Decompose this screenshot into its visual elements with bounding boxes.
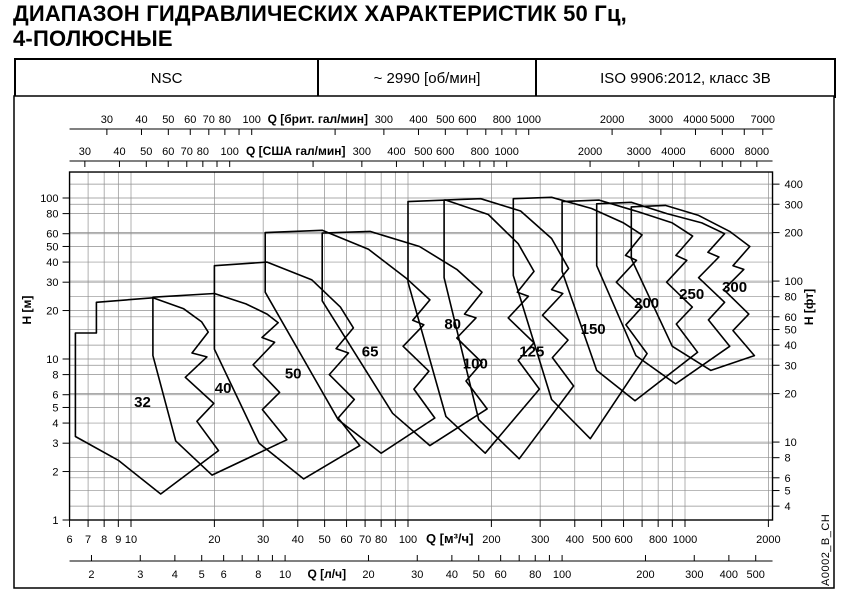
us-gpm-axis-tick-label: 100 — [220, 146, 239, 158]
imp-gpm-axis-tick-label: 70 — [202, 114, 215, 126]
h-m-axis-tick-label: 30 — [46, 277, 59, 290]
imp-gpm-axis-tick-label: 1000 — [516, 114, 541, 126]
us-gpm-axis-tick-label: 4000 — [661, 146, 686, 158]
h-ft-axis-title: H [фт] — [802, 288, 816, 326]
m3h-axis-tick-label: 800 — [648, 534, 668, 546]
imp-gpm-axis-tick-label: 600 — [458, 114, 477, 126]
h-m-axis-tick-label: 6 — [52, 389, 59, 402]
lph-axis-tick-label: 5 — [198, 569, 205, 581]
us-gpm-axis-tick-label: 800 — [470, 146, 490, 158]
us-gpm-axis-tick-label: 500 — [414, 146, 433, 158]
lph-axis-title: Q [л/ч] — [307, 567, 347, 581]
h-ft-axis-tick-label: 30 — [784, 360, 797, 373]
envelope-label-250: 250 — [679, 286, 705, 304]
us-gpm-axis-tick-label: 40 — [113, 146, 126, 158]
m3h-axis-tick-label: 400 — [565, 534, 584, 546]
h-m-axis-tick-label: 40 — [46, 257, 59, 270]
lph-axis-tick-label: 100 — [552, 569, 572, 581]
h-m-axis-tick-label: 8 — [52, 369, 59, 382]
h-ft-axis-tick-label: 300 — [784, 199, 803, 212]
m3h-axis-tick-label: 8 — [101, 534, 108, 546]
envelope-label-100: 100 — [462, 355, 488, 373]
m3h-axis-title: Q [м³/ч] — [425, 531, 474, 546]
lph-axis-tick-label: 20 — [362, 569, 375, 581]
us-gpm-axis-tick-label: 2000 — [577, 146, 603, 158]
us-gpm-axis-tick-label: 50 — [140, 146, 153, 158]
envelope-label-32: 32 — [134, 394, 151, 412]
us-gpm-axis-tick-label: 1000 — [494, 146, 519, 158]
h-m-axis-tick-label: 50 — [46, 241, 59, 254]
h-m-axis-tick-label: 2 — [52, 466, 59, 479]
envelope-label-50: 50 — [284, 365, 302, 383]
h-m-axis-tick-label: 20 — [46, 305, 59, 318]
h-ft-axis-tick-label: 50 — [784, 324, 797, 337]
imp-gpm-axis-tick-label: 80 — [218, 114, 231, 126]
lph-axis-tick-label: 8 — [255, 569, 262, 581]
imp-gpm-axis-tick-label: 2000 — [599, 114, 625, 126]
m3h-axis-tick-label: 30 — [257, 534, 270, 546]
envelope-label-80: 80 — [444, 315, 462, 333]
lph-axis-tick-label: 40 — [445, 569, 458, 581]
m3h-axis-tick-label: 1000 — [672, 534, 698, 546]
us-gpm-axis-tick-label: 300 — [352, 146, 372, 158]
envelope-label-200: 200 — [634, 294, 660, 312]
h-ft-axis-tick-label: 200 — [784, 227, 803, 240]
h-m-axis-tick-label: 10 — [46, 354, 59, 366]
us-gpm-axis-tick-label: 6000 — [709, 146, 735, 158]
h-m-axis-tick-label: 100 — [40, 193, 59, 205]
lph-axis-tick-label: 200 — [636, 569, 655, 581]
m3h-axis-tick-label: 300 — [530, 534, 550, 546]
m3h-axis-tick-label: 500 — [592, 534, 611, 546]
m3h-axis-tick-label: 10 — [124, 534, 138, 546]
lph-axis-tick-label: 10 — [278, 569, 292, 581]
envelope-label-40: 40 — [214, 380, 232, 398]
imp-gpm-axis-tick-label: 400 — [409, 114, 428, 126]
lph-axis-tick-label: 50 — [472, 569, 485, 581]
imp-gpm-axis-tick-label: 30 — [100, 114, 113, 126]
header-speed: ~ 2990 [об/мин] — [317, 60, 535, 96]
envelope-label-65: 65 — [361, 343, 379, 361]
us-gpm-axis-tick-label: 600 — [436, 146, 455, 158]
us-gpm-axis-tick-label: 60 — [162, 146, 175, 158]
us-gpm-axis-tick-label: 30 — [78, 146, 91, 158]
envelope-label-150: 150 — [580, 320, 606, 338]
h-m-axis-tick-label: 60 — [46, 228, 59, 241]
imp-gpm-axis-tick-label: 4000 — [683, 114, 708, 126]
imp-gpm-axis-tick-label: 7000 — [750, 114, 776, 126]
envelope-label-300: 300 — [722, 279, 748, 297]
us-gpm-axis-tick-label: 8000 — [744, 146, 770, 158]
imp-gpm-axis-tick-label: 800 — [492, 114, 512, 126]
imp-gpm-axis-tick-label: 100 — [242, 114, 261, 126]
h-ft-axis-tick-label: 80 — [784, 291, 797, 304]
lph-axis-tick-label: 500 — [746, 569, 765, 581]
h-ft-axis-tick-label: 8 — [784, 452, 791, 465]
m3h-axis-tick-label: 2000 — [756, 534, 781, 546]
h-ft-axis-tick-label: 10 — [784, 437, 797, 450]
h-m-axis-tick-label: 4 — [52, 418, 59, 431]
lph-axis-tick-label: 6 — [220, 569, 227, 581]
imp-gpm-axis-tick-label: 50 — [162, 114, 175, 126]
lph-axis-tick-label: 2 — [88, 569, 95, 581]
lph-axis-tick-label: 300 — [685, 569, 704, 581]
imp-gpm-axis-tick-label: 3000 — [648, 114, 674, 126]
m3h-axis-tick-label: 9 — [115, 534, 122, 546]
m3h-axis-tick-label: 100 — [398, 534, 418, 546]
h-m-axis-tick-label: 80 — [46, 208, 59, 221]
h-m-axis-tick-label: 5 — [52, 402, 59, 415]
h-ft-axis-tick-label: 60 — [784, 311, 797, 324]
m3h-axis-tick-label: 20 — [208, 534, 221, 546]
h-m-axis-title: H [м] — [20, 295, 34, 325]
imp-gpm-axis-title: Q [брит. гал/мин] — [267, 112, 368, 126]
m3h-axis-tick-label: 70 — [358, 534, 372, 546]
envelope-label-125: 125 — [519, 343, 545, 361]
figure-border — [14, 96, 834, 588]
header-series: NSC — [150, 69, 183, 87]
m3h-axis-tick-label: 80 — [375, 534, 388, 546]
m3h-axis-tick-label: 7 — [85, 534, 92, 546]
lph-axis-tick-label: 400 — [719, 569, 739, 581]
h-m-axis-tick-label: 3 — [52, 438, 59, 451]
m3h-axis-tick-label: 50 — [318, 534, 331, 546]
imp-gpm-axis-tick-label: 60 — [184, 114, 197, 126]
imp-gpm-axis-tick-label: 40 — [135, 114, 148, 126]
imp-gpm-axis-tick-label: 5000 — [710, 114, 735, 126]
us-gpm-axis-tick-label: 400 — [387, 146, 406, 158]
h-ft-axis-tick-label: 6 — [784, 472, 791, 485]
lph-axis-tick-label: 60 — [494, 569, 507, 581]
h-ft-axis-tick-label: 100 — [784, 276, 803, 289]
imp-gpm-axis-tick-label: 500 — [436, 114, 455, 126]
imp-gpm-axis-tick-label: 300 — [374, 114, 394, 126]
page-title-line2: 4-ПОЛЮСНЫЕ — [13, 25, 173, 51]
h-ft-axis-tick-label: 5 — [784, 485, 791, 498]
lph-axis-tick-label: 30 — [411, 569, 424, 581]
header-standard: ISO 9906:2012, класс 3В — [535, 60, 834, 96]
side-code: A0002_B_CH — [820, 513, 832, 586]
m3h-axis-tick-label: 40 — [291, 534, 304, 546]
m3h-axis-tick-label: 6 — [66, 534, 73, 546]
us-gpm-axis-tick-label: 3000 — [626, 146, 652, 158]
us-gpm-axis-title: Q [США гал/мин] — [246, 144, 346, 158]
m3h-axis-tick-label: 600 — [614, 534, 633, 546]
h-m-axis-tick-label: 1 — [52, 515, 59, 527]
lph-axis-tick-label: 80 — [529, 569, 542, 581]
lph-axis-tick-label: 4 — [171, 569, 178, 581]
lph-axis-tick-label: 3 — [137, 569, 144, 581]
us-gpm-axis-tick-label: 80 — [196, 146, 209, 158]
m3h-axis-tick-label: 60 — [340, 534, 353, 546]
h-ft-axis-tick-label: 400 — [784, 179, 803, 192]
h-ft-axis-tick-label: 40 — [784, 340, 797, 353]
m3h-axis-tick-label: 200 — [482, 534, 501, 546]
h-ft-axis-tick-label: 4 — [784, 501, 791, 514]
h-ft-axis-tick-label: 20 — [784, 388, 797, 401]
us-gpm-axis-tick-label: 70 — [180, 146, 193, 158]
page-title-line1: ДИАПАЗОН ГИДРАВЛИЧЕСКИХ ХАРАКТЕРИСТИК 50 Гц, — [13, 1, 627, 26]
